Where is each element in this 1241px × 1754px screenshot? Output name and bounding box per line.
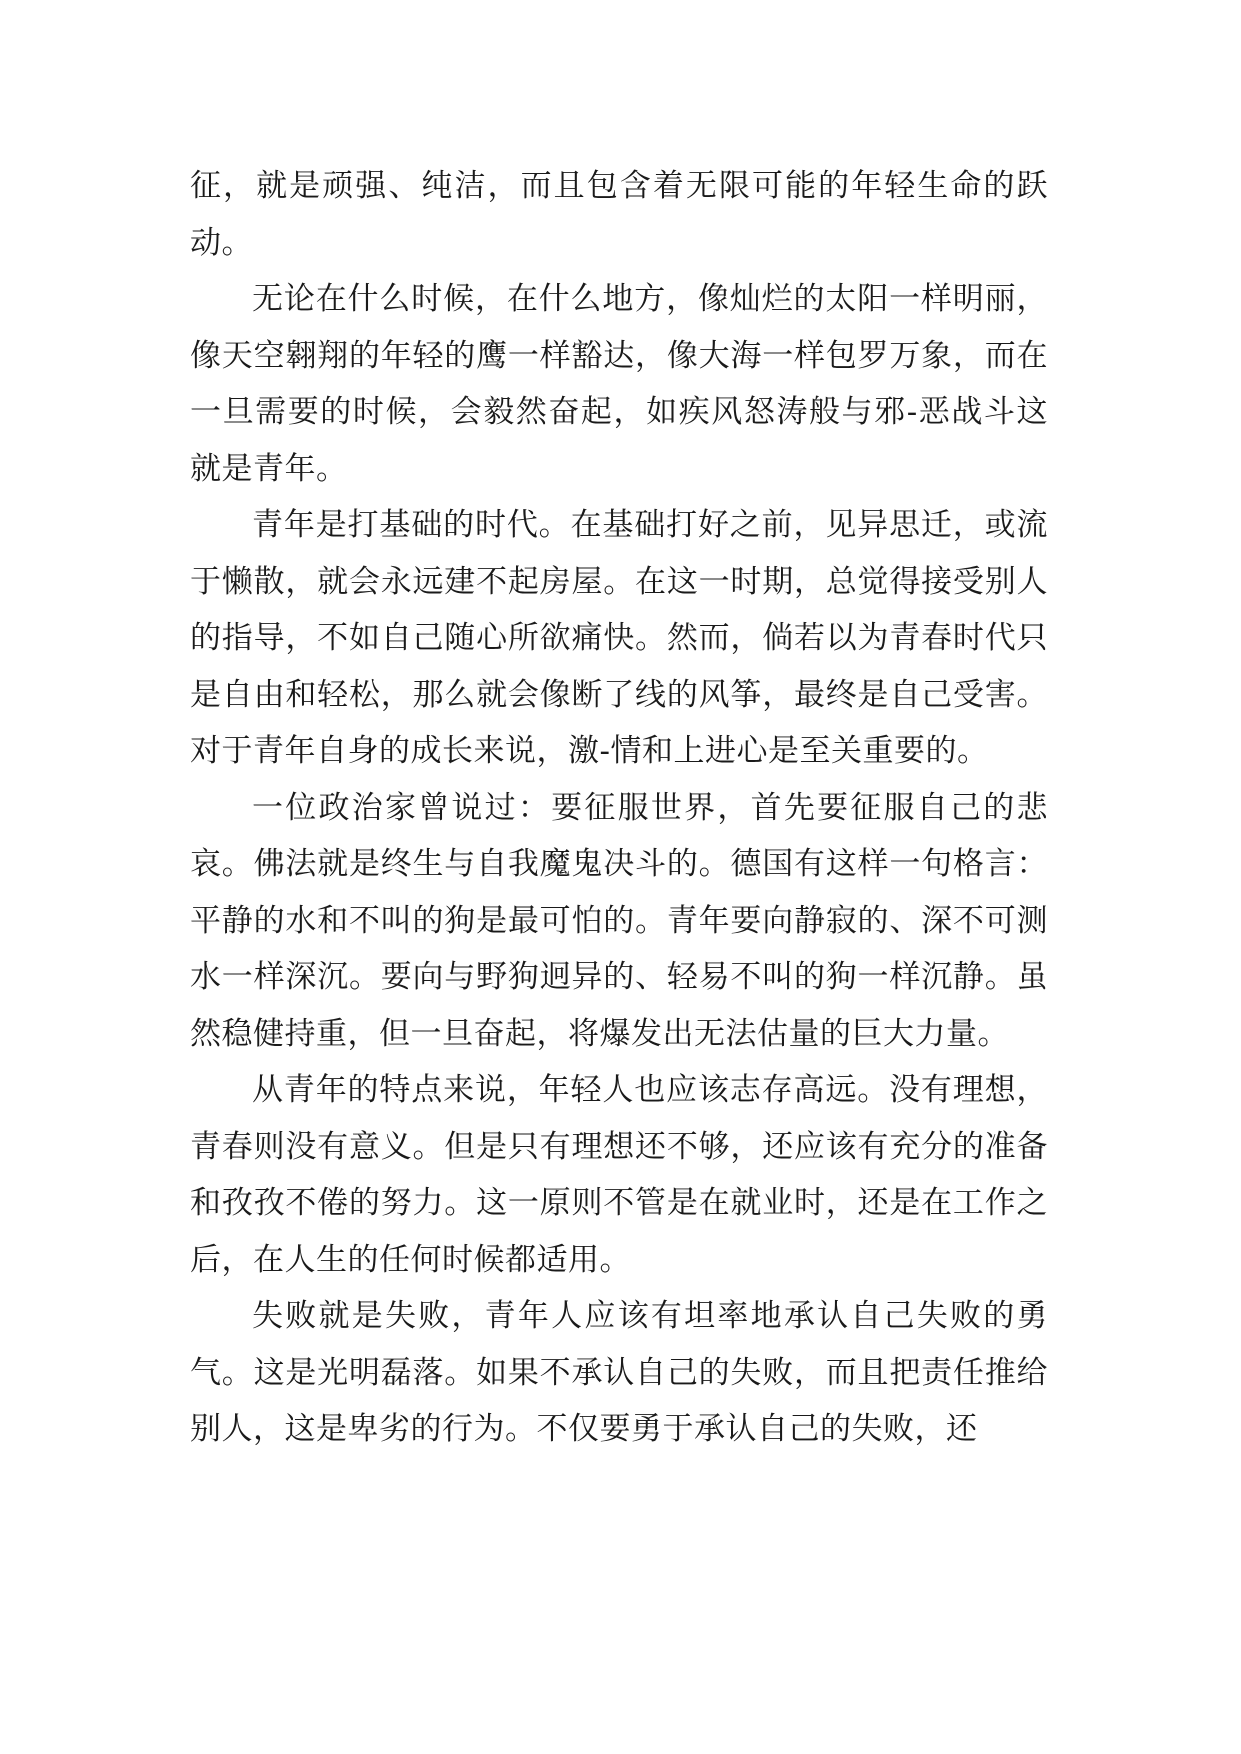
paragraph-5: 从青年的特点来说，年轻人也应该志存高远。没有理想，青春则没有意义。但是只有理想还不够，还应该有充分的准备和孜孜不倦的努力。这一原则不管是在就业时，还是在工作之后，在人生的任何时候都适用。 (190, 1072, 1048, 1278)
paragraph-1: 征，就是顽强、纯洁，而且包含着无限可能的年轻生命的跃动。 (190, 168, 1048, 261)
paragraph-3: 青年是打基础的时代。在基础打好之前，见异思迁，或流于懒散，就会永远建不起房屋。在这一时期，总觉得接受别人的指导，不如自己随心所欲痛快。然而，倘若以为青春时代只是自由和轻松，那么就会像断了线的风筝，最终是自己受害。对于青年自身的成长来说，激-情和上进心是至关重要的。 (190, 507, 1048, 769)
body-text (190, 158, 1048, 1458)
paragraph-6: 失败就是失败，青年人应该有坦率地承认自己失败的勇气。这是光明磊落。如果不承认自己的失败，而且把责任推给别人，这是卑劣的行为。不仅要勇于承认自己的失败，还 (190, 1298, 1048, 1447)
paragraph-4: 一位政治家曾说过：要征服世界，首先要征服自己的悲哀。佛法就是终生与自我魔鬼决斗的。德国有这样一句格言：平静的水和不叫的狗是最可怕的。青年要向静寂的、深不可测水一样深沉。要向与野狗迥异的、轻易不叫的狗一样沉静。虽然稳健持重，但一旦奋起，将爆发出无法估量的巨大力量。 (190, 789, 1048, 1052)
paragraph-2: 无论在什么时候，在什么地方，像灿烂的太阳一样明丽，像天空翱翔的年轻的鹰一样豁达，像大海一样包罗万象，而在一旦需要的时候，会毅然奋起，如疾风怒涛般与邪-恶战斗这就是青年。 (190, 281, 1048, 487)
